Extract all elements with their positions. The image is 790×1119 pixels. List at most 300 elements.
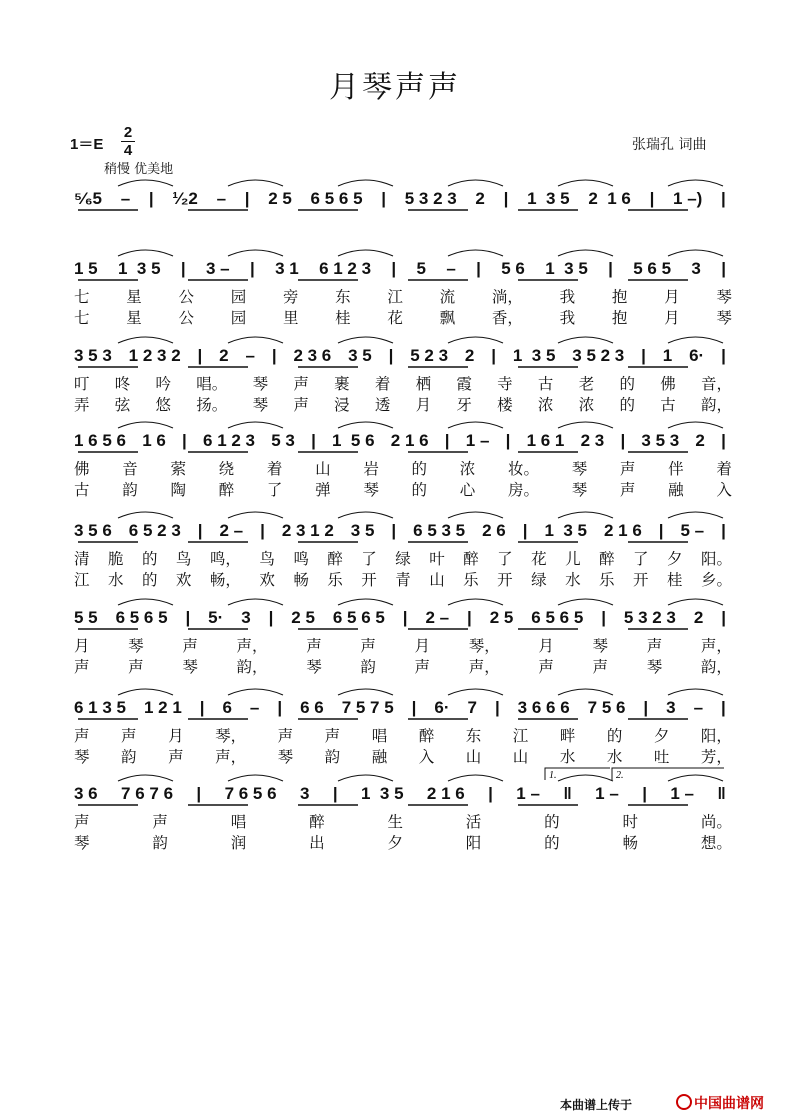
note-group: 2	[219, 346, 229, 365]
lyric-syllable: 韵，	[700, 658, 732, 676]
note-group: 3 5 2 3	[572, 346, 625, 365]
slur	[338, 512, 393, 518]
note-group: 3 6 6 6	[517, 698, 570, 717]
lyric-syllable: 的	[141, 550, 158, 568]
lyric-syllable: 浸	[334, 396, 350, 414]
lyric-syllable: 声	[74, 658, 90, 676]
slur	[118, 337, 173, 343]
note-group: 2 1 6	[390, 431, 429, 450]
note-group: 3 5 3	[641, 431, 680, 450]
note-group: 5 –	[680, 521, 705, 540]
note-group: 2 –	[219, 521, 244, 540]
lyric-syllable: 醉	[218, 481, 235, 499]
lyric-syllable: 开	[497, 571, 513, 589]
lyric-syllable: 声	[360, 637, 376, 655]
lyric-syllable: 琴	[646, 658, 663, 676]
note-group: 2	[464, 346, 475, 365]
lyric-syllable: 了	[497, 550, 513, 568]
lyric-syllable: 想。	[700, 834, 732, 852]
barline: ‖	[563, 784, 572, 803]
note-group: 3	[666, 698, 676, 717]
slur	[118, 775, 173, 781]
note-group: 2 1 6	[603, 521, 642, 540]
lyric-syllable: 活	[465, 813, 482, 831]
slur	[558, 250, 613, 256]
barline: |	[332, 784, 338, 803]
lyric-syllable: 夕	[653, 727, 670, 745]
lyric-syllable: 水	[107, 571, 124, 589]
lyric-syllable: 欢	[259, 571, 275, 589]
slur	[668, 180, 723, 186]
lyric-syllable: 霞	[456, 375, 472, 393]
slur	[558, 180, 613, 186]
barline: |	[388, 346, 394, 365]
lyric-syllable: 夕	[666, 550, 683, 568]
note-group: 7	[467, 698, 477, 717]
barline: |	[649, 189, 655, 208]
lyric-syllable: 琴	[571, 481, 588, 499]
note-group: 1 6 5 6	[74, 431, 126, 450]
note-group: 3 5 6	[74, 521, 112, 540]
lyric-syllable: 醉	[599, 550, 615, 568]
lyric-syllable: 鸣	[293, 550, 309, 568]
lyric-syllable: 山	[429, 571, 445, 589]
lyric-syllable: 琴，	[215, 727, 247, 745]
lyric-syllable: 叮	[74, 375, 90, 393]
slur	[448, 512, 503, 518]
logo-text: 中国曲谱网	[694, 1095, 764, 1111]
lyric-syllable: 弹	[315, 481, 331, 499]
note-group: –	[120, 189, 131, 208]
barline: |	[196, 784, 202, 803]
note-group: 1 3 5	[117, 259, 161, 278]
note-group: 6 5 3 5	[413, 521, 466, 540]
note-group: –	[249, 698, 260, 717]
barline: |	[260, 521, 265, 540]
lyric-syllable: 青	[395, 571, 411, 589]
lyric-syllable: 声	[619, 481, 636, 499]
note-group: 1 3 5	[360, 784, 404, 803]
barline: |	[721, 608, 726, 627]
note-group: 6 5 6 5	[531, 608, 584, 627]
lyric-syllable: 畅	[622, 834, 639, 852]
barline: |	[642, 784, 647, 803]
lyric-syllable: 融	[668, 481, 684, 499]
slur	[448, 337, 503, 343]
lyric-syllable: 韵，	[700, 396, 732, 414]
barline: |	[444, 431, 450, 450]
lyric-syllable: 陶	[170, 481, 186, 499]
barline: |	[488, 784, 493, 803]
slur	[118, 599, 173, 605]
barline: |	[476, 259, 481, 278]
lyric-syllable: 音，	[700, 375, 732, 393]
note-group: 6 1 2 3	[203, 431, 256, 450]
lyric-syllable: 芳，	[700, 748, 732, 766]
note-group: 5·	[208, 608, 224, 627]
note-group: 2 3	[580, 431, 605, 450]
barline: |	[197, 346, 203, 365]
lyric-syllable: 江	[74, 571, 90, 589]
lyric-syllable: 我	[559, 288, 576, 306]
note-group: 6	[222, 698, 232, 717]
note-group: 6 1 2 3	[319, 259, 372, 278]
lyric-syllable: 阳。	[700, 550, 732, 568]
lyric-syllable: 悠	[155, 396, 172, 414]
lyric-syllable: 的	[141, 571, 158, 589]
lyric-syllable: 山	[315, 460, 331, 478]
note-group: 2 6	[482, 521, 506, 540]
lyric-syllable: 着	[374, 375, 391, 393]
site-logo	[676, 1093, 764, 1113]
lyric-syllable: 心	[459, 481, 476, 499]
note-group: ⁵⁄₆5	[74, 189, 102, 208]
barline: |	[244, 189, 250, 208]
slur	[448, 180, 503, 186]
note-group: 3	[691, 259, 701, 278]
note-group: 6·	[434, 698, 450, 717]
note-group: 7 5 6	[587, 698, 626, 717]
barline: |	[620, 431, 626, 450]
lyric-syllable: 乐	[463, 571, 479, 589]
lyric-syllable: 栖	[415, 375, 432, 393]
lyric-syllable: 扬。	[196, 396, 228, 414]
lyric-syllable: 山	[512, 748, 529, 766]
lyric-syllable: 我	[559, 309, 576, 327]
lyric-syllable: 韵	[152, 834, 168, 852]
slur	[118, 422, 173, 428]
lyric-syllable: 旁	[282, 288, 299, 306]
lyric-syllable: 声，	[236, 637, 268, 655]
slur	[558, 337, 613, 343]
lyric-syllable: 阳	[465, 834, 482, 852]
lyric-syllable: 绿	[395, 550, 411, 568]
lyric-syllable: 的	[619, 396, 635, 414]
composer-credit: 张瑞孔 词曲	[632, 137, 707, 153]
barline: |	[505, 431, 511, 450]
lyric-syllable: 里	[282, 309, 299, 327]
logo-icon	[676, 1094, 692, 1110]
lyric-syllable: 楼	[497, 396, 513, 414]
lyric-syllable: 的	[619, 375, 635, 393]
note-group: 2 5	[268, 189, 292, 208]
lyric-syllable: 畅	[293, 571, 309, 589]
lyric-syllable: 出	[309, 834, 325, 852]
lyric-syllable: 弄	[74, 396, 90, 414]
lyric-syllable: 琴	[363, 481, 379, 499]
lyric-syllable: 古	[660, 396, 676, 414]
lyric-syllable: 夕	[387, 834, 403, 852]
barline: |	[311, 431, 316, 450]
lyric-syllable: 开	[361, 571, 377, 589]
barline: |	[199, 698, 205, 717]
lyric-syllable: 琴	[252, 375, 269, 393]
note-group: –	[216, 189, 227, 208]
barline: |	[494, 698, 500, 717]
lyric-syllable: 绕	[218, 460, 235, 478]
lyric-syllable: 儿	[565, 550, 581, 568]
lyric-syllable: 月	[664, 288, 680, 306]
note-group: 7 5 7 5	[341, 698, 394, 717]
lyric-syllable: 声	[324, 727, 341, 745]
note-group: 2 1 6	[426, 784, 465, 803]
lyric-syllable: 琴	[74, 748, 90, 766]
lyric-syllable: 星	[126, 309, 142, 327]
lyric-syllable: 畅，	[209, 571, 241, 589]
note-group: 3 5 3	[74, 346, 112, 365]
note-group: 6·	[689, 346, 705, 365]
lyric-syllable: 星	[126, 288, 142, 306]
barline: |	[721, 259, 726, 278]
note-group: 1 2 3 2	[128, 346, 181, 365]
lyric-syllable: 鸣，	[209, 550, 241, 568]
lyric-syllable: 声	[592, 658, 609, 676]
key-signature: 1＝E	[70, 136, 104, 153]
lyric-syllable: 琴，	[468, 637, 500, 655]
barline: |	[608, 259, 613, 278]
note-group: 1 2 1	[143, 698, 182, 717]
lyric-syllable: 东	[465, 727, 482, 745]
note-group: 1 –	[516, 784, 540, 803]
note-group: 2 5	[489, 608, 514, 627]
lyric-syllable: 声	[74, 727, 90, 745]
lyric-syllable: 浓	[537, 396, 554, 414]
lyric-syllable: 琴	[716, 309, 732, 327]
lyric-syllable: 水	[606, 748, 623, 766]
note-group: 1 6 1	[526, 431, 565, 450]
slur	[228, 599, 283, 605]
lyric-syllable: 香，	[491, 309, 523, 327]
slur	[228, 775, 283, 781]
lyric-syllable: 声	[121, 727, 137, 745]
note-group: 6 5 6 5	[115, 608, 168, 627]
slur	[668, 599, 723, 605]
note-group: 5 3 2 3	[623, 608, 676, 627]
lyric-syllable: 声	[128, 658, 144, 676]
lyric-syllable: 尚。	[700, 813, 732, 831]
slur	[118, 250, 173, 256]
note-group: 3	[299, 784, 310, 803]
slur	[448, 775, 503, 781]
note-group: 2	[695, 431, 705, 450]
note-group: 3 –	[205, 259, 230, 278]
lyric-syllable: 东	[335, 288, 351, 306]
lyric-syllable: 了	[361, 550, 377, 568]
lyric-syllable: 声	[538, 658, 554, 676]
barline: |	[721, 346, 726, 365]
lyric-syllable: 了	[266, 481, 283, 499]
lyric-syllable: 阳，	[700, 727, 732, 745]
lyric-syllable: 岩	[363, 460, 379, 478]
lyric-syllable: 老	[578, 375, 595, 393]
barline: |	[643, 698, 649, 717]
slur	[118, 180, 173, 186]
lyric-syllable: 流	[439, 288, 456, 306]
slur	[448, 250, 503, 256]
barline: |	[271, 346, 277, 365]
lyric-syllable: 鸟	[175, 550, 192, 568]
lyric-syllable: 琴	[592, 637, 609, 655]
lyric-syllable: 桂	[666, 571, 683, 589]
lyric-syllable: 牙	[456, 396, 472, 414]
lyric-syllable: 醉	[309, 813, 325, 831]
lyric-syllable: 韵	[324, 748, 341, 766]
lyric-syllable: 花	[531, 550, 547, 568]
lyric-syllable: 江	[387, 288, 403, 306]
barline: |	[197, 521, 203, 540]
note-group: 1 –	[595, 784, 619, 803]
lyric-syllable: 飘	[439, 309, 456, 327]
note-group: 1 3 5	[544, 521, 587, 540]
lyric-syllable: 的	[544, 834, 560, 852]
volta-label: 2.	[616, 770, 624, 781]
slur	[228, 337, 283, 343]
lyric-syllable: 淌，	[491, 288, 523, 306]
slur	[338, 250, 393, 256]
lyric-syllable: 琴	[571, 460, 588, 478]
lyric-syllable: 唱	[230, 813, 247, 831]
lyric-syllable: 声，	[215, 748, 247, 766]
note-group: 2	[693, 608, 704, 627]
lyric-syllable: 江	[512, 727, 529, 745]
barline: |	[411, 698, 417, 717]
slur	[228, 250, 283, 256]
lyric-syllable: 韵	[360, 658, 376, 676]
lyric-syllable: 乐	[327, 571, 343, 589]
lyric-syllable: 的	[606, 727, 623, 745]
lyric-syllable: 声	[152, 813, 168, 831]
lyric-syllable: 声	[293, 375, 309, 393]
lyric-syllable: 脆	[107, 550, 124, 568]
lyric-syllable: 琴	[716, 288, 732, 306]
barline: |	[658, 521, 664, 540]
slur	[118, 689, 173, 695]
note-group: 3 6	[74, 784, 98, 803]
slur	[228, 512, 283, 518]
slur	[558, 599, 613, 605]
volta-bracket	[612, 768, 724, 780]
lyric-syllable: 裹	[334, 375, 350, 393]
slur	[668, 512, 723, 518]
slur	[228, 689, 283, 695]
lyric-syllable: 佛	[74, 460, 90, 478]
note-group: 2 1 6	[588, 189, 631, 208]
lyric-syllable: 浓	[578, 396, 595, 414]
lyric-syllable: 绿	[531, 571, 547, 589]
note-group: 5 2 3	[410, 346, 449, 365]
note-group: 6 6	[300, 698, 324, 717]
barline: |	[391, 259, 397, 278]
barline: |	[641, 346, 646, 365]
lyric-syllable: 声	[293, 396, 309, 414]
lyric-syllable: 声	[277, 727, 294, 745]
note-group: 1 5	[74, 259, 98, 278]
lyric-syllable: 鸟	[259, 550, 275, 568]
lyric-syllable: 琴	[128, 637, 144, 655]
note-group: 1 –	[465, 431, 490, 450]
lyric-syllable: 着	[266, 460, 283, 478]
lyric-syllable: 公	[178, 288, 194, 306]
lyric-syllable: 琴	[182, 658, 198, 676]
lyric-syllable: 妆。	[507, 460, 539, 478]
slur	[558, 775, 613, 781]
lyric-syllable: 韵	[121, 748, 137, 766]
slur	[558, 422, 613, 428]
note-group: 6 5 6 5	[332, 608, 385, 627]
note-group: 2	[475, 189, 485, 208]
note-group: 3 5	[348, 346, 372, 365]
slur	[228, 180, 283, 186]
slur	[338, 180, 393, 186]
barline: |	[522, 521, 528, 540]
lyric-syllable: 入	[418, 748, 435, 766]
lyric-syllable: 伴	[668, 460, 684, 478]
note-group: 5 5	[74, 608, 98, 627]
slur	[668, 422, 723, 428]
note-group: 3	[241, 608, 251, 627]
lyric-syllable: 抱	[611, 288, 628, 306]
slur	[338, 337, 393, 343]
lyric-syllable: 琴	[277, 748, 294, 766]
barline: |	[249, 259, 255, 278]
lyric-syllable: 唱。	[196, 375, 228, 393]
lyric-syllable: 声	[182, 637, 198, 655]
note-group: 7 6 7 6	[121, 784, 174, 803]
lyric-syllable: 声，	[468, 658, 500, 676]
lyric-syllable: 声	[306, 637, 322, 655]
lyric-syllable: 的	[411, 481, 428, 499]
lyric-syllable: 水	[559, 748, 576, 766]
barline: |	[467, 608, 472, 627]
lyric-syllable: 融	[371, 748, 388, 766]
lyric-syllable: 园	[230, 288, 247, 306]
barline: |	[180, 259, 186, 278]
lyric-syllable: 音	[122, 460, 138, 478]
lyric-syllable: 咚	[114, 375, 131, 393]
lyric-syllable: 七	[74, 288, 90, 306]
lyric-syllable: 古	[74, 481, 90, 499]
slur	[668, 337, 723, 343]
lyric-syllable: 房。	[507, 481, 539, 499]
lyric-syllable: 花	[387, 309, 403, 327]
slur	[558, 512, 613, 518]
barline: |	[381, 189, 387, 208]
slur	[118, 512, 173, 518]
lyric-syllable: 入	[716, 481, 732, 499]
barline: |	[721, 431, 726, 450]
lyric-syllable: 声	[74, 813, 90, 831]
lyric-syllable: 唱	[371, 727, 388, 745]
lyric-syllable: 抱	[611, 309, 628, 327]
note-group: 2 3 1 2	[281, 521, 334, 540]
lyric-syllable: 乐	[599, 571, 615, 589]
note-group: 1	[662, 346, 673, 365]
note-group: –	[446, 259, 456, 278]
lyric-syllable: 醉	[418, 727, 435, 745]
lyric-syllable: 声	[414, 658, 431, 676]
note-group: 2 5	[291, 608, 315, 627]
note-group: 6 5 6 5	[310, 189, 363, 208]
slur	[448, 689, 503, 695]
lyric-syllable: 时	[622, 813, 639, 831]
time-signature-top: 2	[123, 124, 133, 141]
lyric-syllable: 畔	[559, 727, 576, 745]
lyric-syllable: 声	[168, 748, 184, 766]
barline: |	[601, 608, 606, 627]
lyric-syllable: 了	[633, 550, 649, 568]
barline: |	[268, 608, 274, 627]
lyric-syllable: 乡。	[700, 571, 732, 589]
